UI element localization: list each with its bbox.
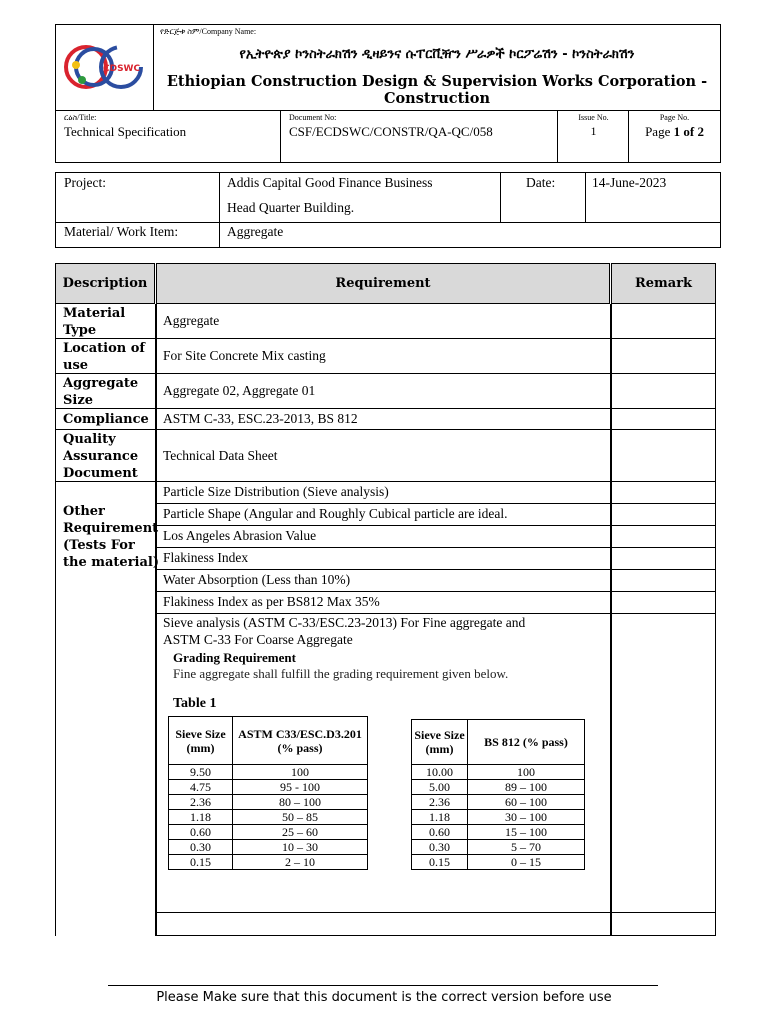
bs-pass-cell: 0 – 15: [468, 855, 585, 870]
bs-sieve-cell: 5.00: [412, 780, 468, 795]
material-type-value: Aggregate: [163, 313, 220, 328]
test-item: Particle Shape (Angular and Roughly Cubical particle are ideal.: [163, 506, 508, 521]
document-number-value: CSF/ECDSWC/CONSTR/QA-QC/058: [289, 124, 493, 139]
astm-sieve-cell: 0.60: [169, 825, 233, 840]
bs-sieve-cell: 1.18: [412, 810, 468, 825]
document-number-cell: [281, 111, 558, 162]
bs-pass-cell: 89 – 100: [468, 780, 585, 795]
project-value-line1: Addis Capital Good Finance Business: [227, 175, 433, 190]
test-item: Flakiness Index as per BS812 Max 35%: [163, 594, 380, 609]
page-total: 2: [697, 124, 704, 139]
astm-pass-cell: 50 – 85: [233, 810, 368, 825]
astm-grading-table: [168, 716, 368, 870]
bs-row: [412, 795, 585, 810]
table-1-label: Table 1: [173, 696, 217, 711]
bs-row: [412, 840, 585, 855]
material-type-label: Material Type: [63, 306, 126, 338]
date-label: Date:: [526, 175, 556, 190]
astm-row: [169, 855, 368, 870]
grading-subtitle: Fine aggregate shall fulfill the grading requirement given below.: [173, 666, 509, 681]
test-item: Flakiness Index: [163, 550, 249, 565]
document-number-label: Document No:: [289, 113, 337, 122]
bs-sieve-cell: 2.36: [412, 795, 468, 810]
bs-header-sieve: Sieve Size (mm): [412, 720, 468, 765]
column-header-requirement: Requirement: [156, 263, 610, 304]
astm-row: [169, 840, 368, 855]
bs-row: [412, 810, 585, 825]
astm-sieve-cell: 9.50: [169, 765, 233, 780]
bs-row: [412, 825, 585, 840]
aggregate-size-value: Aggregate 02, Aggregate 01: [163, 383, 316, 398]
quality-assurance-label: Quality Assurance Document: [63, 432, 139, 481]
location-of-use-label: Location of use: [63, 341, 146, 373]
company-name-amharic: የኢትዮጵያ ኮንስትራክሽን ዲዛይንና ሱፐርቪዥን ሥራዎች ኮርፖሬሽን - ኮንስትራክሽን: [239, 47, 635, 62]
logo-text: CDSWC: [103, 64, 141, 74]
project-label: Project:: [64, 175, 106, 190]
title-value: Technical Specification: [64, 124, 187, 139]
bs-row: [412, 855, 585, 870]
bs812-grading-table: [411, 719, 585, 870]
astm-sieve-cell: 0.30: [169, 840, 233, 855]
location-of-use-value: For Site Concrete Mix casting: [163, 348, 326, 363]
company-header: [55, 24, 721, 111]
bs-pass-cell: 100: [468, 765, 585, 780]
bs-sieve-cell: 10.00: [412, 765, 468, 780]
quality-assurance-value: Technical Data Sheet: [163, 448, 278, 463]
bs-pass-cell: 15 – 100: [468, 825, 585, 840]
bs-pass-cell: 5 – 70: [468, 840, 585, 855]
bs-sieve-cell: 0.15: [412, 855, 468, 870]
astm-pass-cell: 2 – 10: [233, 855, 368, 870]
bs-pass-cell: 60 – 100: [468, 795, 585, 810]
other-requirement-label: Other Requirement (Tests For the material): [63, 504, 160, 570]
astm-header-sieve: Sieve Size (mm): [169, 717, 233, 765]
astm-row: [169, 825, 368, 840]
page-number-label: Page No.: [659, 113, 690, 122]
astm-row: [169, 765, 368, 780]
page-of: of: [683, 124, 695, 139]
page-number-cell: [629, 111, 720, 162]
bs-pass-cell: 30 – 100: [468, 810, 585, 825]
document-info-row: [55, 110, 721, 163]
astm-header-pass: ASTM C33/ESC.D3.201 (% pass): [233, 717, 368, 765]
requirement-table: [55, 263, 716, 936]
compliance-label: Compliance: [63, 412, 149, 427]
grading-title: Grading Requirement: [173, 650, 296, 665]
bs-row: [412, 780, 585, 795]
astm-sieve-cell: 0.15: [169, 855, 233, 870]
astm-sieve-cell: 4.75: [169, 780, 233, 795]
company-name-english: Ethiopian Construction Design & Supervision Works Corporation - Construction: [166, 73, 708, 107]
astm-sieve-cell: 2.36: [169, 795, 233, 810]
company-logo: [56, 25, 154, 110]
astm-pass-cell: 80 – 100: [233, 795, 368, 810]
issue-number-value: 1: [590, 124, 597, 138]
material-label: Material/ Work Item:: [64, 224, 179, 239]
issue-number-cell: [558, 111, 629, 162]
issue-number-label: Issue No.: [578, 113, 609, 122]
logo-yellow-dot: [72, 61, 80, 69]
astm-pass-cell: 25 – 60: [233, 825, 368, 840]
astm-pass-cell: 95 - 100: [233, 780, 368, 795]
test-item: Particle Size Distribution (Sieve analysis): [163, 484, 389, 499]
astm-row: [169, 810, 368, 825]
astm-sieve-cell: 1.18: [169, 810, 233, 825]
compliance-value: ASTM C-33, ESC.23-2013, BS 812: [163, 411, 358, 426]
company-name-label: የድርጅቱ ስም/Company Name:: [160, 27, 257, 36]
footer-divider: [108, 985, 658, 986]
bs-row: [412, 765, 585, 780]
bs-header-pass: BS 812 (% pass): [468, 720, 585, 765]
test-item: Water Absorption (Less than 10%): [163, 572, 351, 587]
astm-pass-cell: 100: [233, 765, 368, 780]
logo-green-dot: [78, 76, 86, 84]
footer-note: Please Make sure that this document is the correct version before use: [156, 990, 612, 1005]
astm-pass-cell: 10 – 30: [233, 840, 368, 855]
date-value: 14-June-2023: [592, 175, 667, 190]
project-info-table: [55, 172, 721, 248]
aggregate-size-label: Aggregate Size: [63, 376, 139, 408]
astm-row: [169, 795, 368, 810]
bs-sieve-cell: 0.30: [412, 840, 468, 855]
astm-row: [169, 780, 368, 795]
title-cell: [56, 111, 281, 162]
project-value-line2: Head Quarter Building.: [227, 200, 355, 215]
page-number-value: [629, 124, 720, 140]
material-value: Aggregate: [227, 224, 284, 239]
page-current: 1: [673, 124, 681, 139]
sieve-analysis-line2: ASTM C-33 For Coarse Aggregate: [163, 632, 353, 647]
test-item: Los Angeles Abrasion Value: [163, 528, 317, 543]
page-prefix: Page: [645, 124, 671, 139]
bs-sieve-cell: 0.60: [412, 825, 468, 840]
sieve-analysis-line1: Sieve analysis (ASTM C-33/ESC.23-2013) For Fine aggregate and: [163, 615, 526, 630]
column-header-remark: Remark: [611, 263, 716, 304]
title-label: ርዕስ/Title:: [64, 113, 97, 122]
column-header-description: Description: [55, 263, 155, 304]
